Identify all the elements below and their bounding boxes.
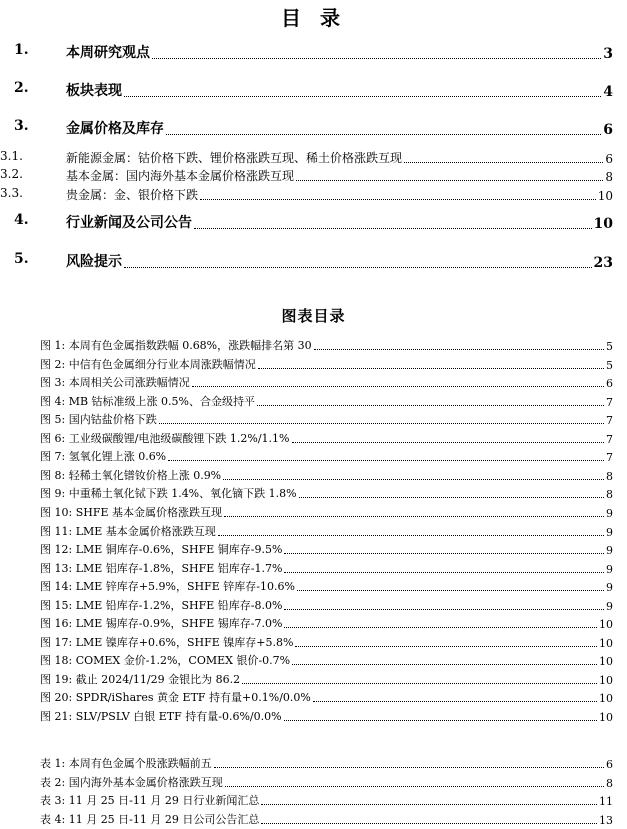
figure-entry[interactable] xyxy=(0,504,627,520)
figure-entry-page: 10 xyxy=(599,673,613,687)
figure-entry[interactable] xyxy=(0,578,627,594)
figure-entry-label: 图 6: 工业级碳酸锂/电池级碳酸锂下跌 1.2%/1.1% xyxy=(40,431,290,445)
table-entry[interactable] xyxy=(0,811,627,827)
leader-dots xyxy=(284,609,604,610)
toc-entry-label: 贵金属：金、银价格下跌 xyxy=(66,188,199,202)
toc-title: 目 录 xyxy=(281,6,346,30)
figure-entry-label: 图 9: 中重稀土氧化铽下跌 1.4%、氧化镝下跌 1.8% xyxy=(40,487,297,501)
figure-entry[interactable] xyxy=(0,541,627,557)
leader-dots xyxy=(295,646,597,647)
toc-entry-page: 10 xyxy=(593,216,613,232)
figure-entry-page: 10 xyxy=(599,692,613,706)
figure-entry-page: 7 xyxy=(606,432,613,446)
table-entry-label: 表 4: 11 月 25 日-11 月 29 日公司公告汇总 xyxy=(40,812,260,826)
toc-entry-label: 基本金属：国内海外基本金属价格涨跌互现 xyxy=(66,169,295,183)
figure-entry-label: 图 13: LME 铝库存-1.8%，SHFE 铝库存-1.7% xyxy=(40,561,283,575)
table-entry-page: 8 xyxy=(606,776,613,790)
leader-dots xyxy=(404,162,603,163)
figure-entry-label: 图 17: LME 镍库存+0.6%，SHFE 镍库存+5.8% xyxy=(40,635,294,649)
leader-dots xyxy=(284,553,604,554)
toc-entry-number: 2. xyxy=(14,80,29,96)
figure-entry-page: 9 xyxy=(606,525,613,539)
figure-entry-label: 图 5: 国内钴盐价格下跌 xyxy=(40,413,157,427)
figure-entry[interactable] xyxy=(0,430,627,446)
leader-dots xyxy=(297,590,604,591)
figure-entry[interactable] xyxy=(0,652,627,668)
figure-entry[interactable] xyxy=(0,597,627,613)
figure-entry-page: 5 xyxy=(606,340,613,353)
leader-dots xyxy=(192,386,604,387)
leader-dots xyxy=(152,58,601,59)
toc-entry-number: 3. xyxy=(14,118,29,134)
table-entry-page: 13 xyxy=(599,813,613,827)
figure-entry[interactable] xyxy=(0,374,627,390)
figure-entry-label: 图 7: 氢氧化锂上涨 0.6% xyxy=(40,450,167,464)
figure-entry[interactable] xyxy=(0,393,627,409)
figure-entry-label: 图 21: SLV/PSLV 白银 ETF 持有量-0.6%/0.0% xyxy=(40,710,282,723)
toc-subentry[interactable] xyxy=(0,149,627,166)
figure-entry-page: 10 xyxy=(599,636,613,650)
toc-entry-page: 23 xyxy=(593,255,613,271)
leader-dots xyxy=(314,349,604,350)
figure-entry-label: 图 2: 中信有色金属细分行业本周涨跌幅情况 xyxy=(40,357,256,371)
figure-entry-label: 图 1: 本周有色金属指数跌幅 0.68%，涨跌幅排名第 30 xyxy=(40,339,312,352)
figure-entry[interactable] xyxy=(0,356,627,372)
table-entry[interactable] xyxy=(0,774,627,790)
leader-dots xyxy=(296,180,603,181)
toc-entry[interactable] xyxy=(0,118,627,138)
figure-entry-label: 图 8: 轻稀土氧化镨钕价格上涨 0.9% xyxy=(40,468,222,482)
leader-dots xyxy=(284,627,597,628)
leader-dots xyxy=(313,701,597,702)
figure-entry-page: 9 xyxy=(606,599,613,613)
leader-dots xyxy=(223,479,604,480)
table-entry[interactable] xyxy=(0,792,627,808)
toc-entry[interactable] xyxy=(0,212,627,232)
toc-entry-page: 10 xyxy=(597,189,613,203)
toc-entry-label: 风险提示 xyxy=(66,254,122,270)
toc-entry[interactable] xyxy=(0,251,627,271)
figure-entry-page: 8 xyxy=(606,488,613,502)
figure-entry[interactable] xyxy=(0,467,627,483)
toc-entry-label: 新能源金属：钴价格下跌、锂价格涨跌互现、稀土价格涨跌互现 xyxy=(66,151,403,165)
figure-entry-page: 9 xyxy=(606,581,613,595)
figure-entry[interactable] xyxy=(0,560,627,576)
figure-entry-label: 图 20: SPDR/iShares 黄金 ETF 持有量+0.1%/0.0% xyxy=(40,691,311,705)
leader-dots xyxy=(200,199,596,200)
table-entry-label: 表 1: 本周有色金属个股涨跌幅前五 xyxy=(40,757,212,770)
toc-entry-label: 板块表现 xyxy=(66,83,122,99)
toc-entry-page: 6 xyxy=(603,122,613,138)
figure-entry-page: 10 xyxy=(599,618,613,632)
leader-dots xyxy=(242,683,597,684)
figure-entry[interactable] xyxy=(0,671,627,687)
figure-entry-label: 图 12: LME 铜库存-0.6%，SHFE 铜库存-9.5% xyxy=(40,543,283,557)
figure-entry-page: 9 xyxy=(606,506,613,520)
figure-entry[interactable] xyxy=(0,448,627,464)
toc-entry-number: 3.3. xyxy=(0,186,23,200)
toc-entry-label: 行业新闻及公司公告 xyxy=(66,215,192,231)
toc-entry[interactable] xyxy=(0,42,627,62)
figure-entry[interactable] xyxy=(0,337,627,353)
figure-entry[interactable] xyxy=(0,708,627,724)
leader-dots xyxy=(284,720,597,721)
figure-entry-page: 8 xyxy=(606,469,613,483)
figure-entry[interactable] xyxy=(0,411,627,427)
leader-dots xyxy=(257,405,604,406)
figure-entry-page: 7 xyxy=(606,451,613,465)
figure-entry-page: 6 xyxy=(606,377,613,391)
figure-entry-label: 图 4: MB 钴标准级上涨 0.5%、合金级持平 xyxy=(40,394,255,408)
figure-entry[interactable] xyxy=(0,485,627,501)
toc-subentry[interactable] xyxy=(0,186,627,203)
toc-entry-number: 5. xyxy=(14,251,29,267)
leader-dots xyxy=(224,516,604,517)
figure-entry[interactable] xyxy=(0,523,627,539)
leader-dots xyxy=(258,368,604,369)
toc-entry-page: 8 xyxy=(605,170,613,184)
toc-entry-page: 3 xyxy=(603,46,613,62)
figure-entry-label: 图 11: LME 基本金属价格涨跌互现 xyxy=(40,524,216,538)
toc-entry-page: 6 xyxy=(605,152,613,166)
table-entry-label: 表 2: 国内海外基本金属价格涨跌互现 xyxy=(40,775,223,789)
figures-title: 图表目录 xyxy=(281,307,346,325)
figure-entry[interactable] xyxy=(0,615,627,631)
toc-entry[interactable] xyxy=(0,80,627,100)
figure-entry-label: 图 16: LME 锡库存-0.9%，SHFE 锡库存-7.0% xyxy=(40,617,283,631)
figure-entry[interactable] xyxy=(0,689,627,705)
leader-dots xyxy=(292,664,597,665)
leader-dots xyxy=(261,823,597,824)
figure-entry-label: 图 19: 截止 2024/11/29 金银比为 86.2 xyxy=(40,672,241,686)
figure-entry[interactable] xyxy=(0,634,627,650)
toc-entry-page: 4 xyxy=(603,84,613,100)
toc-entry-label: 金属价格及库存 xyxy=(66,121,164,137)
leader-dots xyxy=(166,134,601,135)
figure-entry-label: 图 15: LME 铅库存-1.2%，SHFE 铅库存-8.0% xyxy=(40,598,283,612)
leader-dots xyxy=(261,804,597,805)
table-entry-page: 6 xyxy=(606,758,613,771)
leader-dots xyxy=(168,460,604,461)
table-entry-label: 表 3: 11 月 25 日-11 月 29 日行业新闻汇总 xyxy=(40,794,260,808)
leader-dots xyxy=(225,786,604,787)
leader-dots xyxy=(124,96,601,97)
leader-dots xyxy=(124,267,592,268)
figure-entry-page: 10 xyxy=(599,711,613,724)
table-entry-page: 11 xyxy=(599,795,613,809)
leader-dots xyxy=(194,228,592,229)
figure-entry-page: 7 xyxy=(606,414,613,428)
figure-entry-page: 9 xyxy=(606,562,613,576)
figure-entry-page: 5 xyxy=(606,358,613,372)
figure-entry-page: 7 xyxy=(606,395,613,409)
leader-dots xyxy=(218,535,604,536)
figure-entry-label: 图 18: COMEX 金价-1.2%，COMEX 银价-0.7% xyxy=(40,654,291,668)
figure-entry-page: 9 xyxy=(606,544,613,558)
leader-dots xyxy=(292,442,605,443)
leader-dots xyxy=(284,572,604,573)
toc-entry-number: 1. xyxy=(14,42,29,58)
toc-entry-label: 本周研究观点 xyxy=(66,45,150,61)
leader-dots xyxy=(214,767,604,768)
figure-entry-label: 图 10: SHFE 基本金属价格涨跌互现 xyxy=(40,505,222,519)
table-entry[interactable] xyxy=(0,755,627,771)
leader-dots xyxy=(299,497,604,498)
toc-entry-number: 3.2. xyxy=(0,167,23,181)
leader-dots xyxy=(159,423,604,424)
toc-entry-number: 4. xyxy=(14,212,29,228)
toc-subentry[interactable] xyxy=(0,167,627,184)
toc-entry-number: 3.1. xyxy=(0,149,23,163)
figure-entry-page: 10 xyxy=(599,655,613,669)
figure-entry-label: 图 3: 本周相关公司涨跌幅情况 xyxy=(40,376,190,390)
figure-entry-label: 图 14: LME 锌库存+5.9%，SHFE 锌库存-10.6% xyxy=(40,580,295,594)
